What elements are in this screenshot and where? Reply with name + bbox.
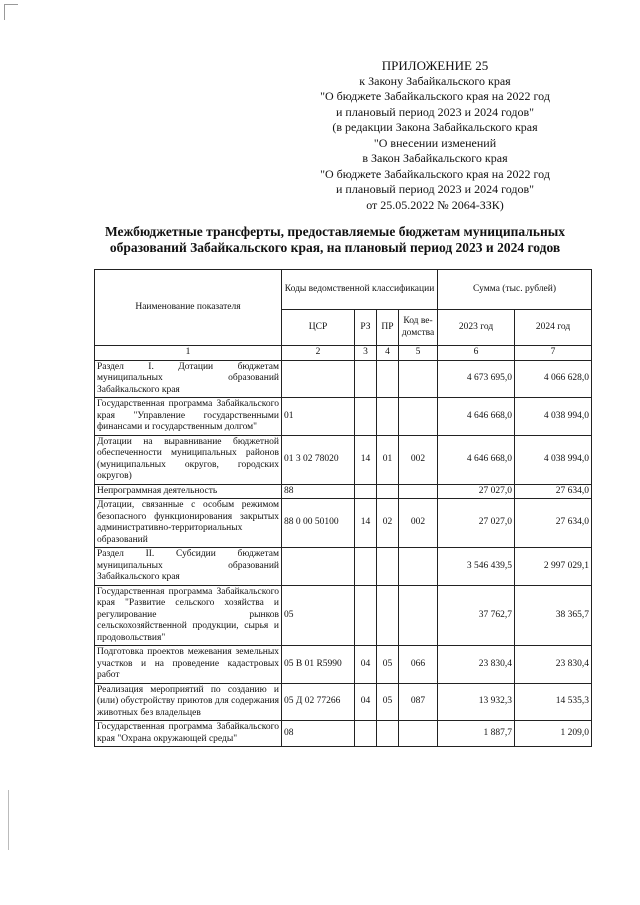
row-kod-ved: 066 [399, 646, 438, 684]
row-sum-2023: 37 762,7 [438, 585, 515, 646]
header-line: к Закону Забайкальского края [359, 73, 511, 88]
row-kod-ved: 002 [399, 499, 438, 548]
row-name: Государственная программа Забайкальского края "Охрана окружающей среды" [95, 721, 282, 747]
scan-edge-mark [4, 4, 18, 5]
row-sum-2024: 27 634,0 [515, 484, 592, 499]
row-sum-2024: 1 209,0 [515, 721, 592, 747]
row-kod-ved: 087 [399, 683, 438, 721]
row-kod-ved [399, 360, 438, 398]
row-csr: 05 В 01 R5990 [282, 646, 355, 684]
row-kod-ved [399, 484, 438, 499]
column-index: 1 [95, 346, 282, 361]
row-sum-2023: 27 027,0 [438, 484, 515, 499]
table-row [95, 435, 592, 484]
row-sum-2023: 4 646 668,0 [438, 398, 515, 436]
row-kod-ved [399, 721, 438, 747]
row-sum-2024: 4 038 994,0 [515, 435, 592, 484]
row-sum-2023: 4 673 695,0 [438, 360, 515, 398]
row-name: Государственная программа Забайкальского края "Управление государственными финансами и государственным долгом" [95, 398, 282, 436]
row-rz: 14 [355, 435, 377, 484]
column-index: 7 [515, 346, 592, 361]
col-header-2023: 2023 год [438, 310, 515, 346]
row-sum-2024: 27 634,0 [515, 499, 592, 548]
scan-edge-mark [8, 790, 9, 850]
table-row [95, 683, 592, 721]
table-row [95, 360, 592, 398]
row-rz [355, 585, 377, 646]
appendix-header [290, 58, 580, 213]
header-line: (в редакции Закона Забайкальского края [332, 120, 538, 134]
header-line: "О бюджете Забайкальского края на 2022 год [320, 166, 550, 181]
row-pr: 05 [377, 683, 399, 721]
row-rz [355, 398, 377, 436]
row-kod-ved [399, 585, 438, 646]
row-sum-2024: 4 038 994,0 [515, 398, 592, 436]
row-name: Дотации на выравнивание бюджетной обеспеченности муниципальных районов (муниципальных округов, городских округов) [95, 435, 282, 484]
column-index: 5 [399, 346, 438, 361]
row-rz [355, 484, 377, 499]
table-row [95, 548, 592, 586]
row-name: Раздел II. Субсидии бюджетам муниципальных образований Забайкальского края [95, 548, 282, 586]
row-sum-2023: 23 830,4 [438, 646, 515, 684]
col-header-csr: ЦСР [282, 310, 355, 346]
header-line: "О внесении изменений [373, 135, 497, 150]
col-header-name: Наименование показателя [95, 270, 282, 346]
column-index-row [95, 346, 592, 361]
row-pr: 02 [377, 499, 399, 548]
row-name: Государственная программа Забайкальского края "Развитие сельского хозяйства и регулирование рынков сельскохозяйственной продукции, сырья и продовольствия" [95, 585, 282, 646]
table-row [95, 499, 592, 548]
row-sum-2023: 3 546 439,5 [438, 548, 515, 586]
appendix-number: ПРИЛОЖЕНИЕ 25 [381, 58, 489, 73]
row-pr [377, 548, 399, 586]
row-csr: 01 3 02 78020 [282, 435, 355, 484]
table-row [95, 646, 592, 684]
table-row [95, 585, 592, 646]
header-line: и плановый период 2023 и 2024 годов" [335, 104, 535, 119]
row-rz: 14 [355, 499, 377, 548]
row-name: Реализация мероприятий по созданию и (или) обустройству приютов для содержания животных без владельцев [95, 683, 282, 721]
row-csr: 88 [282, 484, 355, 499]
row-csr: 88 0 00 50100 [282, 499, 355, 548]
row-rz [355, 548, 377, 586]
row-rz [355, 360, 377, 398]
col-header-rz: РЗ [355, 310, 377, 346]
row-name: Подготовка проектов межевания земельных участков и на проведение кадастровых работ [95, 646, 282, 684]
column-index: 2 [282, 346, 355, 361]
row-sum-2023: 13 932,3 [438, 683, 515, 721]
column-index: 4 [377, 346, 399, 361]
row-rz [355, 721, 377, 747]
row-sum-2024: 2 997 029,1 [515, 548, 592, 586]
column-index: 6 [438, 346, 515, 361]
table-row [95, 398, 592, 436]
col-header-codes: Коды ведомственной классификации [282, 270, 438, 310]
col-header-kod-ved: Код ве-домства [399, 310, 438, 346]
title-line: образований Забайкальского края, на плановый период 2023 и 2024 годов [109, 240, 561, 255]
table-header-row [95, 270, 592, 310]
budget-table [94, 269, 592, 747]
table-row [95, 721, 592, 747]
row-sum-2024: 4 066 628,0 [515, 360, 592, 398]
document-title [85, 224, 585, 256]
row-name: Непрограммная деятельность [95, 484, 282, 499]
row-pr [377, 721, 399, 747]
row-name: Раздел I. Дотации бюджетам муниципальных образований Забайкальского края [95, 360, 282, 398]
row-pr [377, 360, 399, 398]
row-csr [282, 548, 355, 586]
row-csr [282, 360, 355, 398]
row-sum-2024: 14 535,3 [515, 683, 592, 721]
row-csr: 05 [282, 585, 355, 646]
row-sum-2024: 38 365,7 [515, 585, 592, 646]
row-pr: 01 [377, 435, 399, 484]
col-header-sum: Сумма (тыс. рублей) [438, 270, 592, 310]
row-sum-2023: 4 646 668,0 [438, 435, 515, 484]
col-header-pr: ПР [377, 310, 399, 346]
header-line: в Закон Забайкальского края [362, 151, 508, 165]
column-index: 3 [355, 346, 377, 361]
row-csr: 01 [282, 398, 355, 436]
header-line: и плановый период 2023 и 2024 годов" [335, 182, 535, 196]
row-kod-ved [399, 398, 438, 436]
row-rz: 04 [355, 646, 377, 684]
row-kod-ved [399, 548, 438, 586]
row-pr [377, 484, 399, 499]
row-csr: 08 [282, 721, 355, 747]
table-row [95, 484, 592, 499]
row-sum-2023: 27 027,0 [438, 499, 515, 548]
row-rz: 04 [355, 683, 377, 721]
header-line: от 25.05.2022 № 2064-ЗЗК) [366, 197, 504, 212]
title-line: Межбюджетные трансферты, предоставляемые бюджетам муниципальных [104, 224, 566, 239]
header-line: "О бюджете Забайкальского края на 2022 год [320, 89, 550, 103]
row-pr [377, 398, 399, 436]
row-pr: 05 [377, 646, 399, 684]
row-kod-ved: 002 [399, 435, 438, 484]
col-header-2024: 2024 год [515, 310, 592, 346]
row-name: Дотации, связанные с особым режимом безопасного функционирования закрытых административно-территориальных образований [95, 499, 282, 548]
scan-edge-mark [4, 4, 5, 20]
row-csr: 05 Д 02 77266 [282, 683, 355, 721]
row-sum-2023: 1 887,7 [438, 721, 515, 747]
row-sum-2024: 23 830,4 [515, 646, 592, 684]
row-pr [377, 585, 399, 646]
